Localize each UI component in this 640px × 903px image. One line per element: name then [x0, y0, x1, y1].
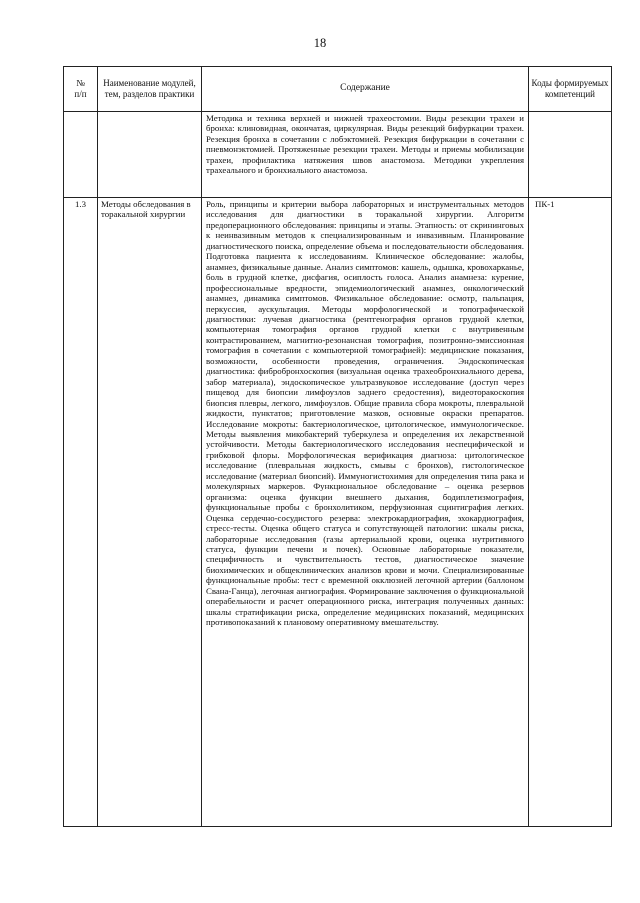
header-content [202, 67, 529, 112]
row-number-cell [64, 112, 98, 198]
row-codes-cell [529, 112, 612, 198]
header-name-label: Наименование модулей, тем, разделов практики [103, 78, 196, 99]
row-content-cell: Методика и техника верхней и нижней трахеостомии. Виды резекции трахеи и бронха: клиновидная, окончатая, циркулярная. Виды резекций бифуркации трахеи. Резекция бронха в сочетании с лобэктомией. Резекция бифуркации в сочетании с пневмонэктомией. Протяженные резекции трахеи. Методы и приемы мобилизации трахеи, профилактика натяжения швов анастомоза. Методики укрепления трахеального и бронхиального анастомоза. [202, 112, 529, 198]
page-number: 18 [313, 36, 327, 50]
row-number-cell: 1.3 [64, 198, 98, 827]
table-header-row [64, 67, 612, 112]
header-name [98, 67, 202, 112]
row-name-cell [98, 112, 202, 198]
header-codes [529, 67, 612, 112]
header-content-label: Содержание [340, 83, 390, 94]
table-row [64, 112, 612, 198]
table-row [64, 198, 612, 827]
row-codes-cell: ПК-1 [529, 198, 612, 827]
header-number-label: № п/п [74, 78, 87, 99]
header-number [64, 67, 98, 112]
header-codes-label: Коды формируемых компетенций [531, 78, 609, 99]
row-content-cell: Роль, принципы и критерии выбора лабораторных и инструментальных методов исследования для диагностики в торакальной хирургии. Алгоритм предоперационного обследования: принципы и этапы. Этапность: от скрининговых к неинвазивным методов к специализированным и инвазивным. Планирование диагностического поиска, определение объема и последовательности обследования. Подготовка пациента к исследованиям. Клиническое обследование: жалобы, анамнез, физикальные данные. Анализ симптомов: кашель, одышка, кровохарканье, боль в грудной клетке, дисфагия, осиплость голоса. Анализ анамнеза: курение, профессиональные вредности, эпидемиологический анамнез, онкологический анамнез, динамика симптомов. Физикальное обследование: осмотр, пальпация, перкуссия, аускультация. Методы морфологической и топографической диагностики: лучевая диагностика (рентгенография органов грудной клетки, компьютерная томография органов грудной клетки с внутривенным контрастированием, магнитно-резонансная томография, позитронно-эмиссионная томография в сочетании с компьютерной томографией): медицинские показания, возможности, особенности проведения, ограничения. Эндоскопическая диагностика: фибробронхоскопия (визуальная оценка трахеобронхиального дерева, забор материала), эндоскопическое ультразвуковое исследование (доступ через пищевод для биопсии лимфоузлов заднего средостения), видеоторакоскопия биопсия плевры, легкого, лимфоузлов. Общие правила сбора мокроты, плевральной жидкости, пунктатов; приготовление мазков, основные окраски препаратов. Исследование мокроты: бактериологическое, цитологическое, иммунологическое. Методы выявления микобактерий туберкулеза и определения их лекарственной устойчивости. Методы бактериологического исследования неспецифической и грибковой флоры. Морфологическая верификация диагноза: цитологическое исследование (плевральная жидкость, смывы с бронхов), гистологическое исследование (материал биопсий). Иммуногистохимия для определения типа рака и молекулярных маркеров. Функциональное обследование – оценка резервов организма: оценка функции внешнего дыхания, бодиплетизмография, функциональные пробы с бронхолитиком, перфузионная сцинтиграфия легких. Оценка сердечно-сосудистого резерва: электрокардиография, эхокардиография, стресс-тесты. Оценка общего статуса и сопутствующей патологии: шкалы риска, лабораторные исследования (газы артериальной крови, оценка нутритивного статуса, функции печени и почек). Основные лабораторные показатели, специфичность и чувствительность тестов, диагностическое значение биохимических и общеклинических анализов крови и мочи. Специализированные функциональные пробы: тест с временной окклюзией легочной артерии (баллоном Свана-Ганца), легочная ангиография. Формирование заключения о функциональной операбельности и расчет операционного риска, интеграция полученных данных: шкалы стратификации риска, определение медицинских показаний, медицинских противопоказаний к плановому оперативному вмешательству. [202, 198, 529, 827]
curriculum-table [63, 66, 612, 827]
row-name-cell: Методы обследования в торакальной хирургии [98, 198, 202, 827]
